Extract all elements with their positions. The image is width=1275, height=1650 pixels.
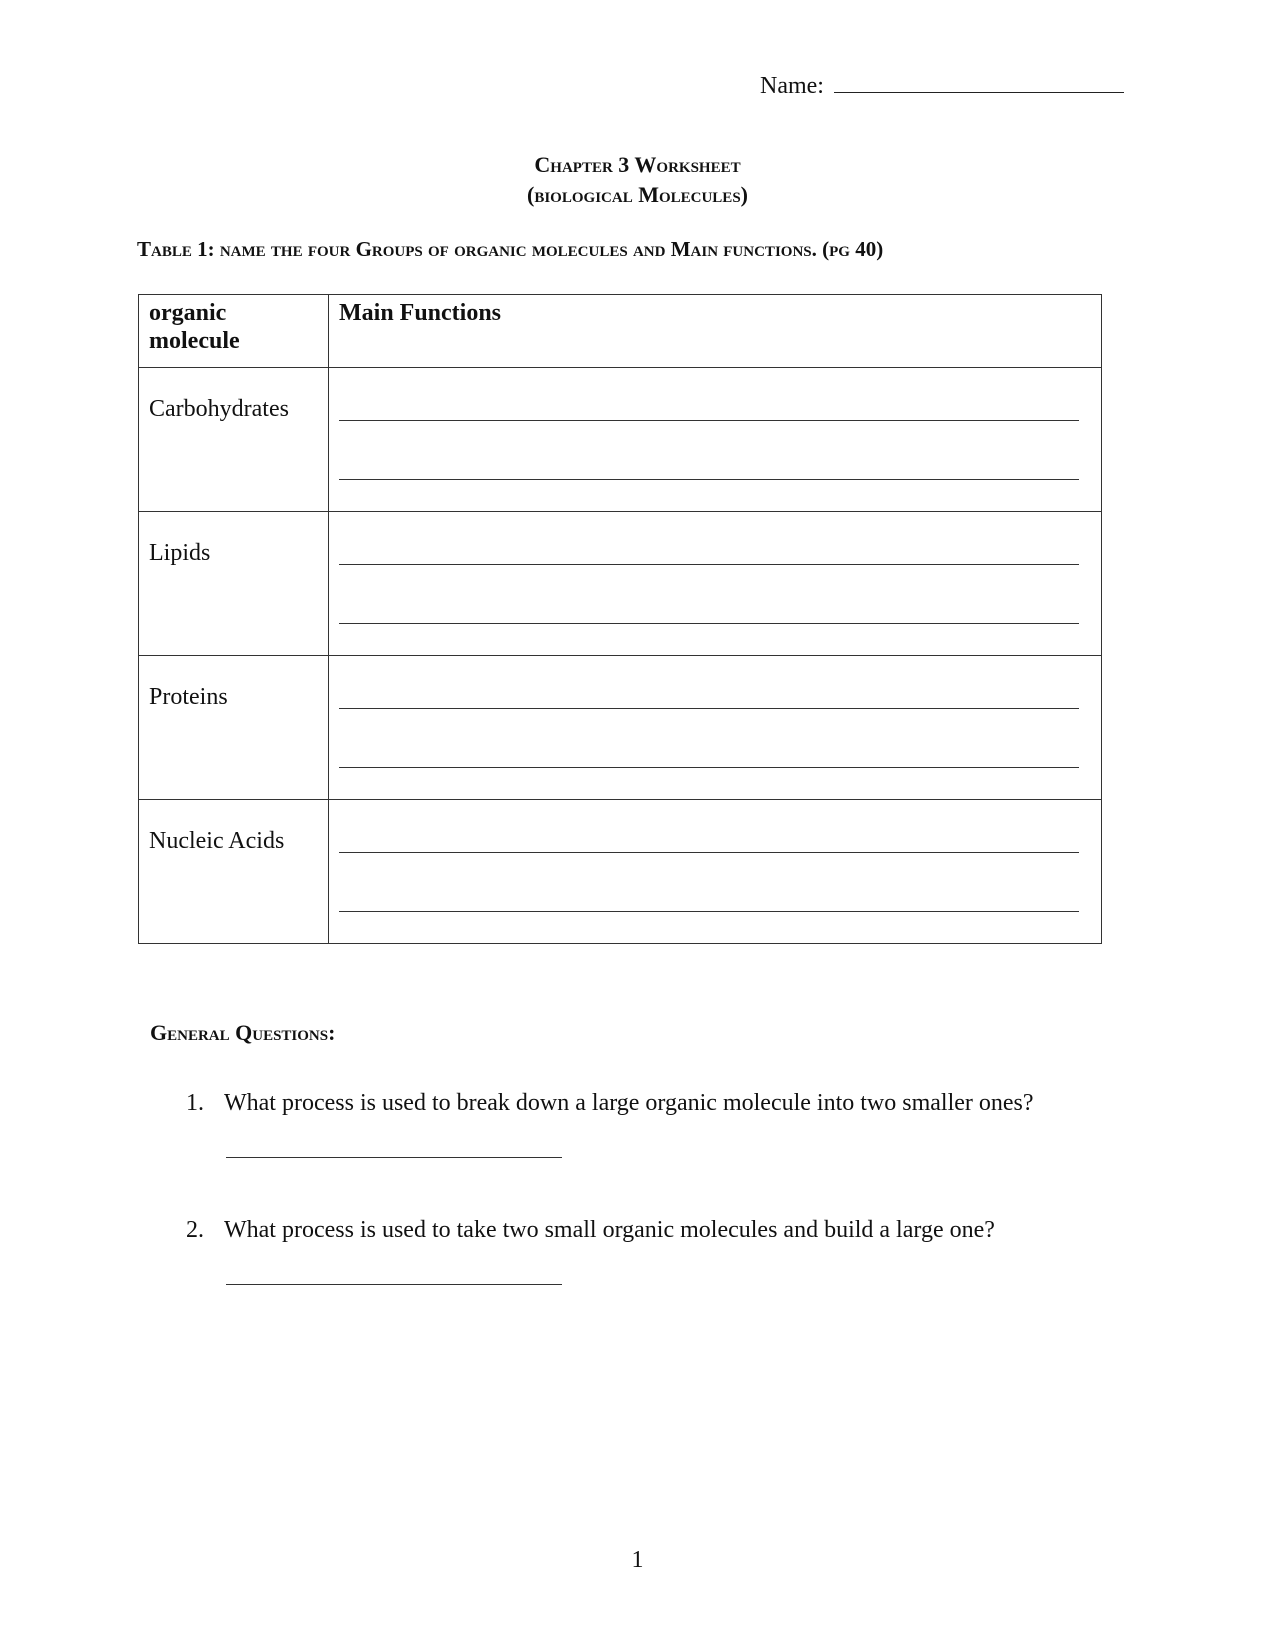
page-number: 1 — [631, 1547, 644, 1573]
table-caption: Table 1: name the four Groups of organic molecules and Main functions. (pg 40) — [137, 237, 884, 261]
table-row — [139, 368, 1102, 512]
function-answer-line[interactable] — [339, 674, 1079, 709]
general-questions-heading: General Questions: — [150, 1020, 336, 1045]
molecule-name: Nucleic Acids — [149, 828, 285, 854]
header-functions-label: Main Functions — [339, 300, 502, 326]
question-2 — [186, 1217, 995, 1244]
header-organic-molecule — [139, 295, 329, 368]
answer-blank-1[interactable] — [226, 1155, 562, 1158]
question-text: What process is used to take two small organic molecules and build a large one? — [224, 1217, 995, 1243]
question-1 — [186, 1090, 1034, 1117]
name-blank-line[interactable] — [834, 70, 1124, 93]
worksheet-title — [0, 150, 1275, 210]
header-main-functions — [329, 295, 1102, 368]
question-text: What process is used to break down a large organic molecule into two smaller ones? — [224, 1090, 1034, 1116]
table-header-row — [139, 295, 1102, 368]
question-number: 2. — [186, 1217, 204, 1243]
table-row — [139, 800, 1102, 944]
function-answer-line[interactable] — [339, 386, 1079, 421]
name-field — [760, 70, 1124, 100]
table-row — [139, 512, 1102, 656]
question-number: 1. — [186, 1090, 204, 1116]
table-row — [139, 656, 1102, 800]
function-answer-line[interactable] — [339, 589, 1079, 624]
title-line-1: Chapter 3 Worksheet — [534, 152, 741, 177]
function-answer-line[interactable] — [339, 445, 1079, 480]
header-molecule-line-2: molecule — [149, 328, 240, 354]
molecule-name: Lipids — [149, 540, 211, 566]
molecules-table — [138, 294, 1102, 944]
function-answer-line[interactable] — [339, 530, 1079, 565]
title-line-2: (biological Molecules) — [527, 182, 748, 207]
function-answer-line[interactable] — [339, 877, 1079, 912]
name-label: Name: — [760, 73, 824, 99]
molecule-name: Carbohydrates — [149, 396, 289, 422]
header-molecule-line-1: organic — [149, 300, 227, 326]
molecule-name: Proteins — [149, 684, 228, 710]
function-answer-line[interactable] — [339, 733, 1079, 768]
answer-blank-2[interactable] — [226, 1282, 562, 1285]
function-answer-line[interactable] — [339, 818, 1079, 853]
